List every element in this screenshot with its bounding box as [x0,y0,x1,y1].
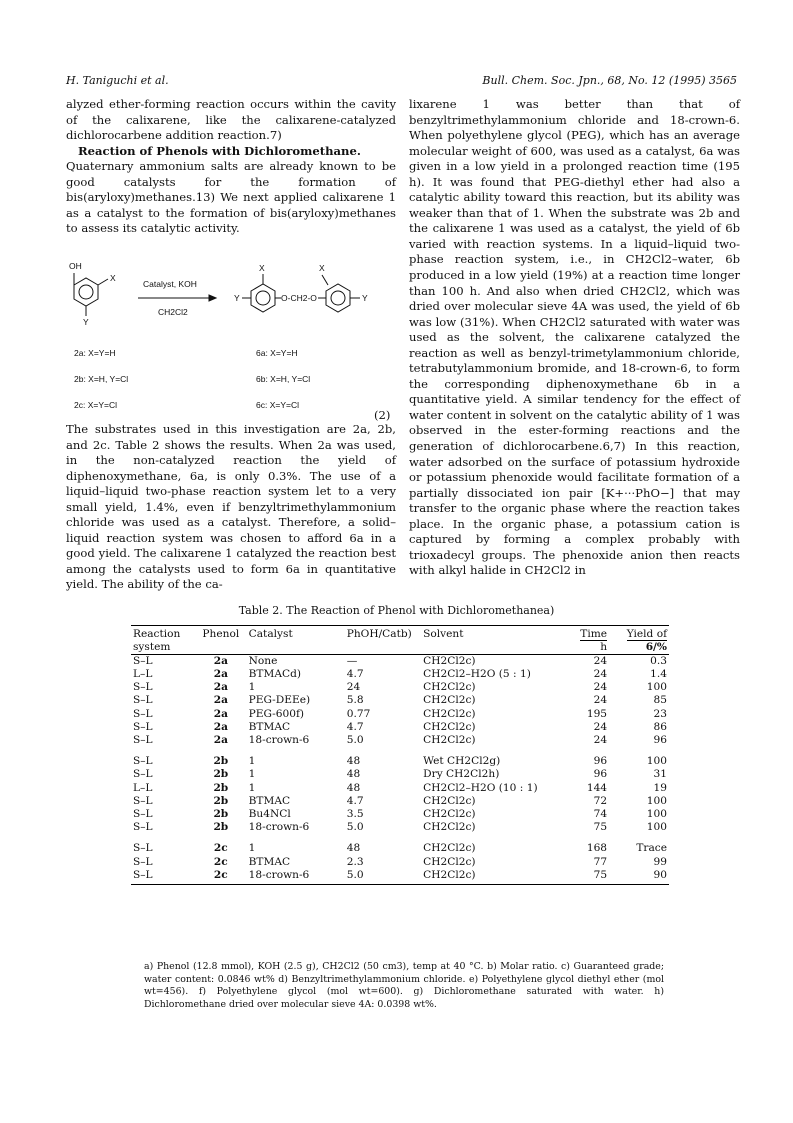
table-row [131,842,669,855]
table-cell: L–L [133,781,153,794]
left-column-bottom [66,422,396,593]
header-cell: Solvent [421,626,566,642]
table-cell: 2a [213,668,228,681]
scheme-label: O-CH2-O [281,293,317,303]
results-table [131,625,669,885]
table-cell: 24 [593,720,608,733]
table-row [131,821,669,834]
scheme-label: Catalyst, KOH [143,279,197,289]
scheme-label: CH2Cl2 [158,307,188,317]
table-cell: 96 [593,768,608,781]
group-spacer [131,834,669,842]
table-cell: 2a [213,694,228,707]
scheme-structures [66,263,396,413]
paragraph: Quaternary ammonium salts are already known to be good catalysts for the formation of bis(aryloxy)methanes.13) We next applied calixarene 1 as a catalyst to the formation of bis(aryloxy)methanes to assess its catalytic activity. [66,159,396,236]
table-cell: 1.4 [650,668,667,681]
table-cell: 2a [213,720,228,733]
table-cell: Bu4NCl [248,807,291,820]
table-cell: 72 [593,794,608,807]
paragraph: lixarene 1 was better than that of benzyltrimethylammonium chloride and 18-crown-6. When polyethylene glycol (PEG), which has an average molecular weight of 600, was used as a catalyst, 6a was given in a low yield in a prolonged reaction time (195 h). It was found that PEG-diethyl ether had also a catalytic ability toward this reaction, but its ability was weaker than that of 1. When the substrate was 2b and the calixarene 1 was used as a catalyst, the yield of 6b varied with reaction systems. In a liquid–liquid two-phase reaction system, i.e., in CH2Cl2–water, 6b produced in a low yield (19%) at a reaction time longer than 100 h. And also when dried CH2Cl2, which was dried over molecular sieve 4A was used, the yield of 6b was low (31%). When CH2Cl2 saturated with water was used as the solvent, the calixarene catalyzed the reaction as well as benzyl-trimetylammonium chloride, tetrabutylammonium bromide, and 18-crown-6, to form the corresponding diphenoxymethane 6b in a quantitative yield. A similar tendency for the effect of water content in solvent on the catalytic ability of 1 was observed in the ester-forming reactions and the generation of dichlorocarbene.6,7) In this reaction, water adsorbed on the surface of potassium hydroxide or potassium phenoxide would facilitate formation of a partially dissociated ion pair [K+···PhO−] that may transfer to the organic phase where the reaction takes place. In the organic phase, a potassium cation is captured by forming a complex probably with trioxadecyl groups. The phenoxide anion then reacts with alkyl halide in CH2Cl2 in [409,97,740,578]
table-cell: BTMAC [248,855,291,868]
table-cell: CH2Cl2c) [423,734,476,747]
table-caption: Table 2. The Reaction of Phenol with Dichloromethanea) [238,604,555,617]
header-cell [195,641,247,655]
paragraph [66,144,396,160]
table-cell: S–L [131,869,195,885]
table-cell: S–L [133,821,153,834]
table-row [131,681,669,694]
header-cell [421,641,566,655]
table-cell: 1 [248,781,256,794]
header-cell: PhOH/Catb) [345,626,421,642]
table-cell: 2b [213,794,229,807]
table-cell: 5.0 [346,734,364,747]
header-cell: 6/% [609,641,669,655]
table-cell: 144 [586,781,608,794]
table-cell: S–L [133,842,153,855]
table-cell: 31 [653,768,667,781]
table-cell: 100 [646,807,667,820]
table-cell: 1 [248,768,256,781]
table-cell: 2b [213,755,229,768]
table-cell: CH2Cl2c) [423,720,476,733]
table-cell: 24 [593,694,608,707]
table-cell: 2a [213,655,228,667]
table-cell: 85 [653,694,667,707]
table-row [131,869,669,885]
running-header-journal: Bull. Chem. Soc. Jpn., 68, No. 12 (1995) 3565 [482,74,737,87]
table-cell: S–L [133,734,153,747]
group-spacer [131,747,669,755]
table-cell: 75 [566,869,609,885]
table-cell: 100 [646,821,667,834]
compound-label: 6b: X=H, Y=Cl [256,374,311,384]
header-cell [566,626,609,642]
table-cell: 96 [653,734,667,747]
table-cell: 2c [195,869,247,885]
table-cell: 24 [593,655,608,667]
compound-label: 6c: X=Y=Cl [256,400,299,410]
table-cell: S–L [133,707,153,720]
table-cell: 48 [346,842,361,855]
table-cell: S–L [133,807,153,820]
table-cell: 3.5 [346,807,364,820]
table-cell: 4.7 [346,720,364,733]
table-cell: 77 [593,855,608,868]
header-cell [609,626,669,642]
left-column-top [66,97,396,237]
table-cell: 18-crown-6 [248,734,310,747]
table-cell: 0.77 [346,707,371,720]
table-row [131,768,669,781]
table-cell: — [346,655,358,667]
table-cell: 2b [213,807,229,820]
compound-label: 2b: X=H, Y=Cl [74,374,129,384]
table-cell: 100 [646,794,667,807]
scheme-label: X [319,263,325,273]
table-cell: S–L [133,855,153,868]
table-cell: 86 [653,720,667,733]
table-cell: S–L [133,755,153,768]
header-cell-text: Yield of [626,628,667,640]
table-cell: 75 [593,821,608,834]
scheme-label: Y [362,293,368,303]
table-cell: 18-crown-6 [247,869,345,885]
table-cell: CH2Cl2c) [423,681,476,694]
compound-label: 2c: X=Y=Cl [74,400,117,410]
table-cell: 19 [653,781,667,794]
table-row [131,782,669,795]
equation-number: (2) [374,408,391,422]
table-cell: 5.0 [346,821,364,834]
header-cell: Catalyst [247,626,345,642]
paragraph: The substrates used in this investigation are 2a, 2b, and 2c. Table 2 shows the results. When 2a was used, in the non-catalyzed reaction the yield of diphenoxymethane, 6a, is only 0.3%. The use of a liquid–liquid two-phase reaction system let to a very small yield, 1.4%, even if benzyltrimethylammonium chloride was used as a catalyst. Therefore, a solid–liquid reaction system was chosen to afford 6a in a good yield. The calixarene 1 catalyzed the reaction best among the catalysts used to form 6a in quantitative yield. The ability of the ca- [66,422,396,592]
table-cell: Trace [636,842,667,855]
table-cell: 100 [646,681,667,694]
header-cell: Phenol [195,626,247,642]
table-row [131,755,669,768]
table-cell: 2b [213,781,229,794]
table-cell: 2b [213,768,229,781]
table-footnote: a) Phenol (12.8 mmol), KOH (2.5 g), CH2Cl2 (50 cm3), temp at 40 °C. b) Molar ratio. c) Guaranteed grade; water content: 0.0846 wt% d) Benzyltrimethylammonium chloride. e) Polyethylene glycol diethyl ether (mol wt=456). f) Polyethylene glycol (mol wt=600). g) Dichloromethane saturated with water. h) Dichloromethane dried over molecular sieve 4A: 0.0398 wt%. [144,961,664,1010]
table-cell: BTMACd) [248,668,302,681]
table-row [131,668,669,681]
table-cell: 48 [346,755,361,768]
table-cell: CH2Cl2c) [423,842,476,855]
table-subheader-row [131,641,669,655]
table-cell: 2c [213,842,228,855]
table-cell: 48 [346,781,361,794]
scheme-label: OH [69,261,82,271]
table-cell: 2a [213,681,228,694]
reaction-scheme [66,263,396,428]
paragraph: alyzed ether-forming reaction occurs within the cavity of the calixarene, like the calixarene-catalyzed dichlorocarbene addition reaction.7) [66,97,396,143]
running-header-authors: H. Taniguchi et al. [66,74,169,87]
table-cell: 23 [653,707,667,720]
table-cell: 74 [593,807,608,820]
scheme-label: Y [234,293,240,303]
table-cell: CH2Cl2c) [423,855,476,868]
table-row [131,855,669,868]
table-cell: 168 [586,842,608,855]
table-cell: 2c [213,855,228,868]
table-cell: PEG-DEEe) [248,694,311,707]
table-cell: None [248,655,278,667]
header-cell: Reaction [131,626,195,642]
table-cell: S–L [133,681,153,694]
table-cell: 100 [646,755,667,768]
table-cell: 90 [609,869,669,885]
compound-label: 6a: X=Y=H [256,348,298,358]
table-cell: CH2Cl2–H2O (10 : 1) [423,781,538,794]
table-cell: 195 [586,707,608,720]
table-cell: 5.8 [346,694,364,707]
table-row [131,734,669,747]
right-column [409,97,740,579]
scheme-label: X [259,263,265,273]
header-cell [247,641,345,655]
table-row [131,795,669,808]
table-cell: 48 [346,768,361,781]
table-cell: 0.3 [650,655,667,667]
table-cell: 24 [593,668,608,681]
table-cell: 5.0 [345,869,421,885]
header-cell: system [131,641,195,655]
table-cell: CH2Cl2c) [423,655,476,667]
table-cell: S–L [133,720,153,733]
table-cell: PEG-600f) [248,707,305,720]
table-cell: 1 [248,681,256,694]
header-cell [345,641,421,655]
table-cell: CH2Cl2c) [423,821,476,834]
table-cell: Wet CH2Cl2g) [423,755,501,768]
table-row [131,655,669,669]
table-cell: 96 [593,755,608,768]
table-cell: 24 [593,734,608,747]
table-cell: 18-crown-6 [248,821,310,834]
table-cell: 24 [346,681,361,694]
header-cell: h [566,641,609,655]
table-cell: CH2Cl2c) [421,869,566,885]
table-cell: BTMAC [248,794,291,807]
table-cell: L–L [133,668,153,681]
header-cell-text: Time [580,628,608,640]
table-cell: CH2Cl2c) [423,794,476,807]
table-cell: 1 [248,842,256,855]
table-cell: CH2Cl2c) [423,694,476,707]
table-cell: 2a [213,734,228,747]
table-row [131,708,669,721]
table-cell: CH2Cl2–H2O (5 : 1) [423,668,531,681]
scheme-label: X [110,273,116,283]
table-cell: S–L [133,768,153,781]
table-row [131,721,669,734]
table-cell: S–L [133,655,153,667]
table-cell: Dry CH2Cl2h) [423,768,500,781]
table-cell: 99 [653,855,667,868]
table-cell: 2b [213,821,229,834]
table-cell: 4.7 [346,668,364,681]
table-cell: CH2Cl2c) [423,807,476,820]
table-cell: BTMAC [248,720,291,733]
table-row [131,694,669,707]
table-body [131,655,669,885]
table-cell: 1 [248,755,256,768]
table-cell: 2a [213,707,228,720]
table-cell: 4.7 [346,794,364,807]
section-title: Reaction of Phenols with Dichloromethane. [78,143,361,158]
scheme-label: Y [83,317,89,327]
table-cell: 2.3 [346,855,364,868]
compound-label: 2a: X=Y=H [74,348,116,358]
table-cell: S–L [133,694,153,707]
table-cell: S–L [133,794,153,807]
table-row [131,808,669,821]
table-header-row [131,626,669,642]
table-cell: 24 [593,681,608,694]
table-cell: CH2Cl2c) [423,707,476,720]
